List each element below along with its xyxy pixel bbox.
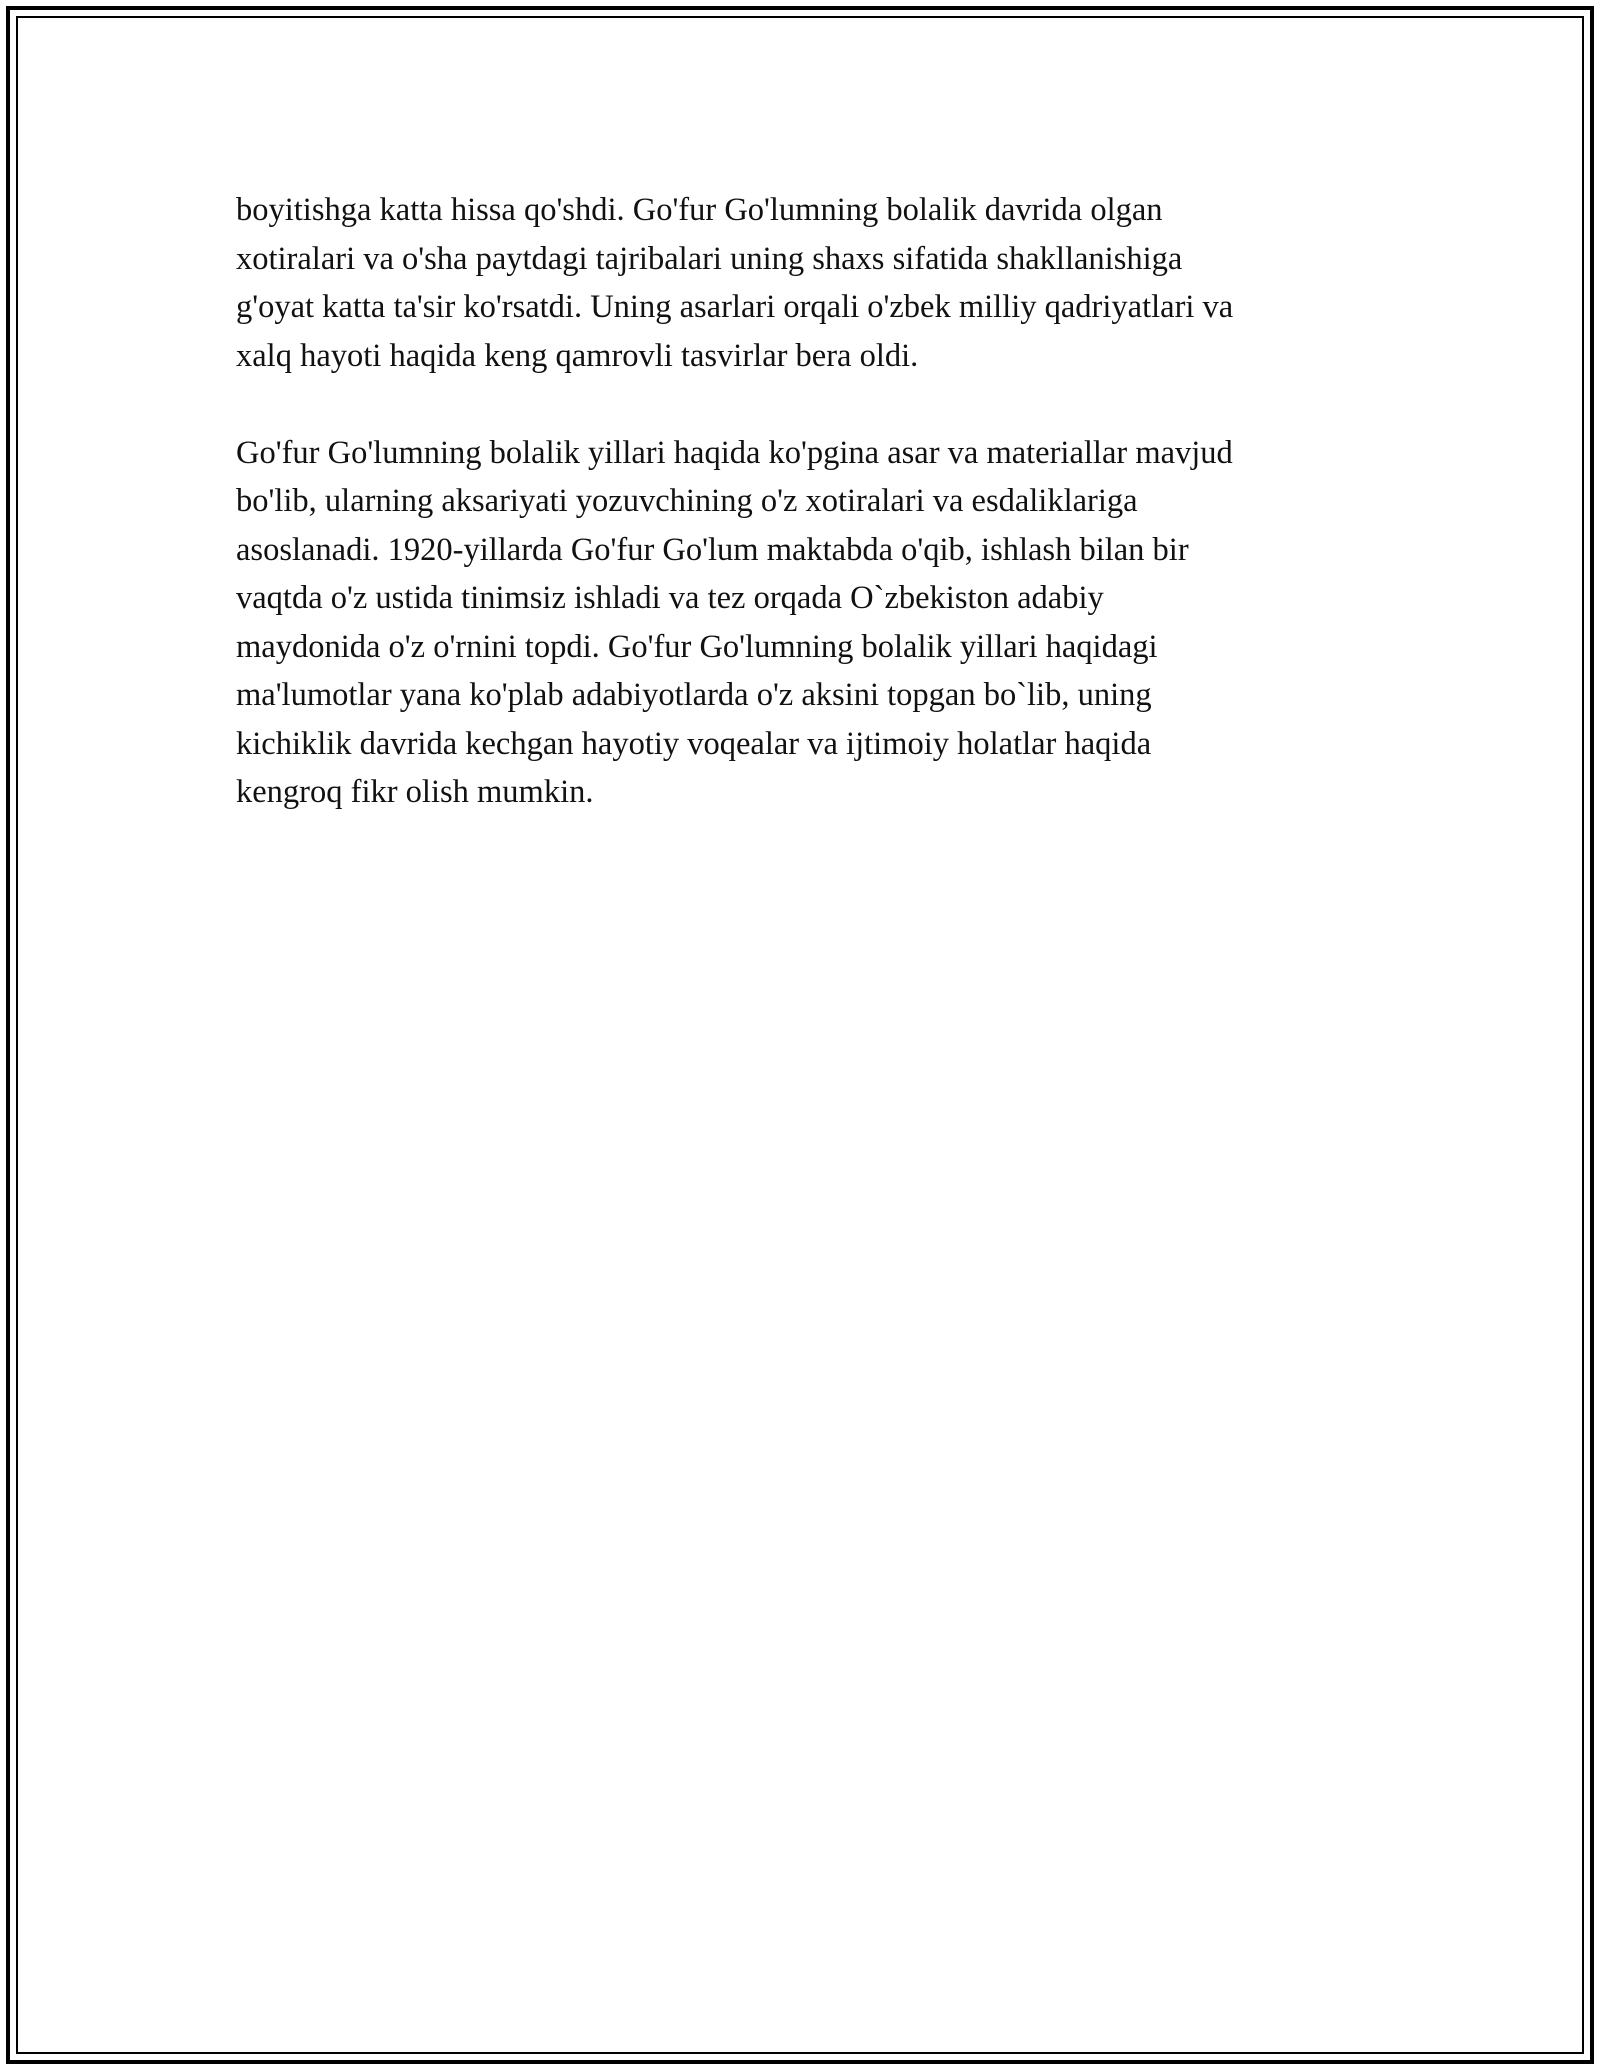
text-line: boyitishga katta hissa qo'shdi. Go'fur Go'lumning bolalik davrida olgan — [236, 192, 1163, 228]
text-line: xalq hayoti haqida keng qamrovli tasvirlar bera oldi. — [236, 337, 919, 374]
text-line: maydonida o'z o'rnini topdi. Go'fur Go'lumning bolalik yillari haqidagi — [236, 628, 1158, 665]
text-line: kengroq fikr olish mumkin. — [236, 774, 594, 810]
text-line: bo'lib, ularning aksariyati yozuvchining o'z xotiralari va esdaliklariga — [236, 483, 1138, 519]
text-line: Go'fur Go'lumning bolalik yillari haqida ko'pgina asar va materiallar mavjud — [236, 434, 1233, 471]
document-body — [236, 186, 1386, 865]
paragraph-1 — [236, 186, 1386, 380]
text-line: ma'lumotlar yana ko'plab adabiyotlarda o'z aksini topgan bo`lib, uning — [236, 677, 1152, 713]
paragraph-2 — [236, 429, 1386, 817]
text-line: asoslanadi. 1920-yillarda Go'fur Go'lum maktabda o'qib, ishlash bilan bir — [236, 531, 1189, 568]
text-line: kichiklik davrida kechgan hayotiy voqealar va ijtimoiy holatlar haqida — [236, 725, 1152, 762]
text-line: vaqtda o'z ustida tinimsiz ishladi va tez orqada O`zbekiston adabiy — [236, 580, 1104, 616]
text-line: g'oyat katta ta'sir ko'rsatdi. Uning asarlari orqali o'zbek milliy qadriyatlari va — [236, 289, 1234, 325]
text-line: xotiralari va o'sha paytdagi tajribalari uning shaxs sifatida shakllanishiga — [236, 240, 1183, 277]
